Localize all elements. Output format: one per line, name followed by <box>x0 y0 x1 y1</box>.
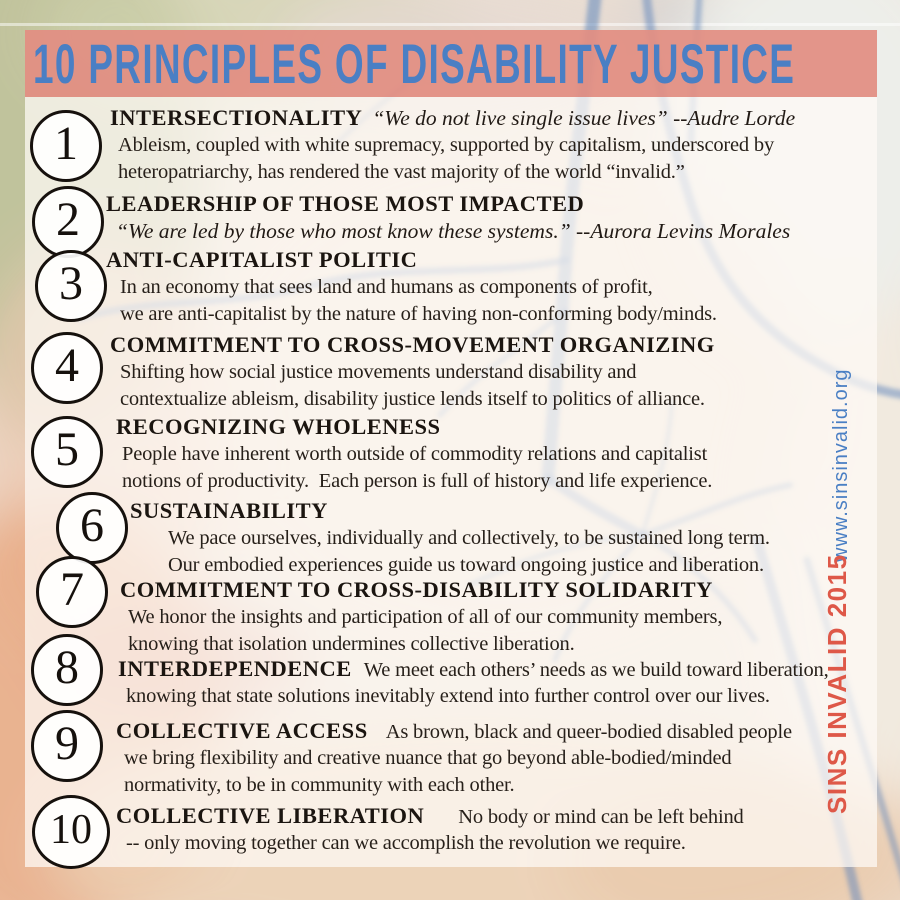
principle-1-heading <box>110 104 795 132</box>
credit-line: SINS INVALID 2015 <box>822 553 852 814</box>
principle-9-number: 9 <box>55 717 79 770</box>
principle-3-body-line: we are anti-capitalist by the nature of having non-conforming body/minds. <box>120 303 717 325</box>
principle-8-title: INTERDEPENDENCE <box>118 656 352 681</box>
principle-4-body-line: contextualize ableism, disability justice lends itself to politics of alliance. <box>120 388 705 410</box>
principle-4-number: 4 <box>55 339 79 392</box>
principle-7-title: COMMITMENT TO CROSS-DISABILITY SOLIDARITY <box>120 577 713 602</box>
principle-10-inline-body: No body or mind can be left behind <box>458 806 744 828</box>
principle-1-number-badge <box>30 110 102 182</box>
principle-9-text <box>116 717 792 800</box>
principle-8-number-badge <box>31 634 103 706</box>
principle-1-quote: “We do not live single issue lives” --Audre Lorde <box>372 106 796 130</box>
principle-2-number: 2 <box>56 193 80 246</box>
principle-8-body-line: knowing that state solutions inevitably extend into further control over our lives. <box>126 684 770 707</box>
principle-1-title: INTERSECTIONALITY <box>110 105 363 130</box>
principle-8-text <box>118 655 829 710</box>
principle-2-quote-line <box>116 218 790 246</box>
principle-1-body-line: heteropatriarchy, has rendered the vast majority of the world “invalid.” <box>118 161 685 183</box>
principle-7-number: 7 <box>60 563 84 616</box>
principle-5-text <box>116 413 712 496</box>
principle-6-body-line: We pace ourselves, individually and collectively, to be sustained long term. <box>168 526 770 549</box>
principle-7-number-badge <box>36 556 108 628</box>
principle-8-number: 8 <box>55 641 79 694</box>
principle-8-inline-body: We meet each others’ needs as we build toward liberation, <box>363 659 829 681</box>
principle-2-title: LEADERSHIP OF THOSE MOST IMPACTED <box>106 191 585 216</box>
principle-5-title: RECOGNIZING WHOLENESS <box>116 414 441 439</box>
principle-4-title: COMMITMENT TO CROSS-MOVEMENT ORGANIZING <box>110 332 715 357</box>
principle-10-number: 10 <box>50 807 92 853</box>
principle-2-text <box>106 190 790 245</box>
principle-7-text <box>120 576 722 659</box>
principle-5-body-line: People have inherent worth outside of commodity relations and capitalist <box>122 442 708 465</box>
principle-6-heading <box>130 497 770 525</box>
principle-3-text <box>106 246 717 329</box>
principle-2-number-badge <box>32 186 104 258</box>
principle-7-heading <box>120 576 722 604</box>
principle-6-title: SUSTAINABILITY <box>130 498 328 523</box>
principle-10-number-badge <box>32 795 110 869</box>
poster-title: 10 PRINCIPLES OF DISABILITY JUSTICE <box>33 31 796 95</box>
principle-10-title: COLLECTIVE LIBERATION <box>116 803 425 828</box>
principle-7-body-line: knowing that isolation undermines collective liberation. <box>128 633 575 655</box>
principle-9-inline-body: As brown, black and queer-bodied disabled people <box>385 721 792 743</box>
principle-3-heading <box>106 246 717 274</box>
principle-9-body-line: we bring flexibility and creative nuance that go beyond able-bodied/minded <box>124 746 732 769</box>
principle-4-heading <box>110 331 715 359</box>
principle-4-text <box>110 331 715 414</box>
principle-5-body-line: notions of productivity. Each person is full of history and life experience. <box>122 470 713 492</box>
principle-5-number: 5 <box>55 423 79 476</box>
principle-9-number-badge <box>31 710 103 782</box>
principle-1-text <box>110 104 795 187</box>
principle-5-number-badge <box>31 416 103 488</box>
principle-6-number-badge <box>56 492 128 564</box>
principle-1-number: 1 <box>54 117 78 170</box>
principle-9-title: COLLECTIVE ACCESS <box>116 718 368 743</box>
principle-3-number: 3 <box>59 257 83 310</box>
principle-5-heading <box>116 413 712 441</box>
principle-10-body-line: -- only moving together can we accomplish the revolution we require. <box>126 831 686 854</box>
principle-10-text <box>116 802 744 857</box>
principle-10-heading <box>116 802 744 830</box>
principle-7-body-line: We honor the insights and participation of all of our community members, <box>128 605 723 628</box>
principle-2-heading <box>106 190 790 218</box>
principle-6-body-line: Our embodied experiences guide us toward ongoing justice and liberation. <box>168 554 764 576</box>
principle-6-text <box>130 497 770 580</box>
principle-1-body-line: Ableism, coupled with white supremacy, supported by capitalism, underscored by <box>118 133 774 156</box>
principle-9-body-line: normativity, to be in community with each other. <box>124 774 515 796</box>
principle-4-number-badge <box>31 332 103 404</box>
principle-8-heading <box>118 655 829 683</box>
principle-2-quote: “We are led by those who most know these systems.” --Aurora Levins Morales <box>116 218 791 243</box>
principle-3-body-line: In an economy that sees land and humans as components of profit, <box>120 275 653 298</box>
principle-3-number-badge <box>35 250 107 322</box>
principle-3-title: ANTI-CAPITALIST POLITIC <box>106 247 418 272</box>
website-url: www.sinsinvalid.org <box>830 368 852 562</box>
principle-9-heading <box>116 717 792 745</box>
principle-4-body-line: Shifting how social justice movements understand disability and <box>120 360 637 383</box>
principle-6-number: 6 <box>80 499 104 552</box>
title-banner <box>25 30 877 97</box>
